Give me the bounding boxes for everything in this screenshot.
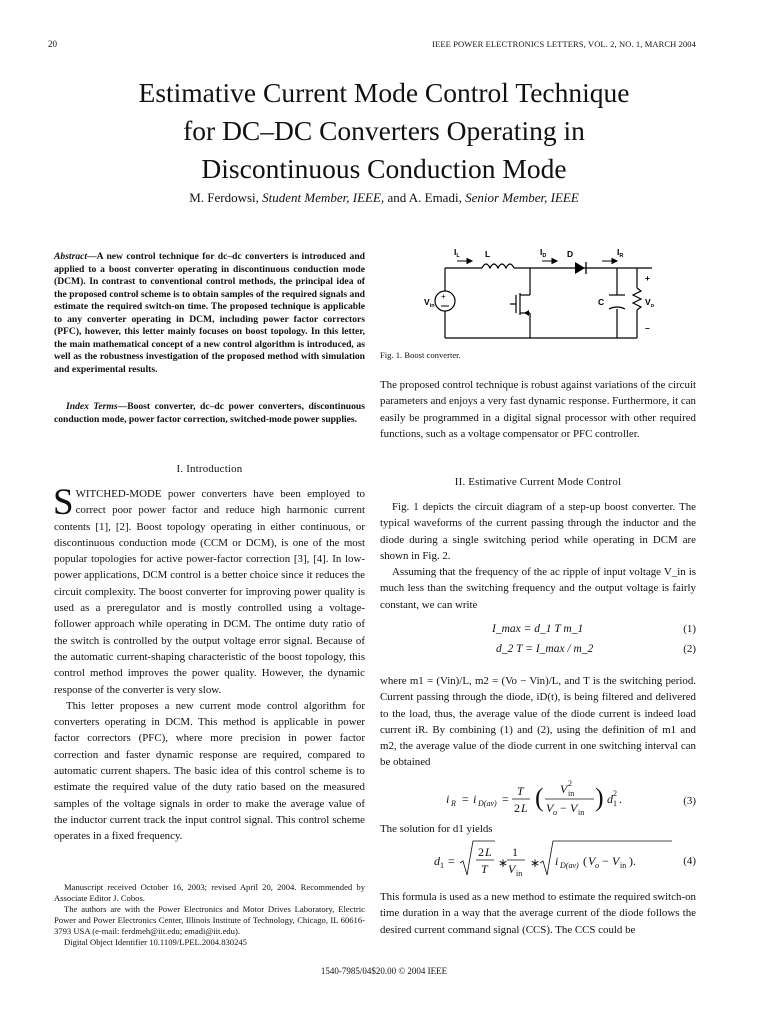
svg-text:(: ( <box>583 854 587 869</box>
svg-text:D(av): D(av) <box>478 798 497 808</box>
svg-text:∗: ∗ <box>530 856 541 871</box>
svg-text:=: = <box>448 854 455 869</box>
abstract-text: —A new control technique for dc–dc converters is introduced and applied to a boost converter operating in discontinuous conduction mode (DCM). In contrast to conventional control methods, the principal idea of the proposed control scheme is to obtain samples of the required signals and estimate the required switch-on time. The proposed technique is applicable to any converter operating in DCM, including power factor correctors (PFC), however, this letter mainly focuses on boost topology. In this letter, the main mathematical concept of a new control algorithm is introduced, as well as the robustness investigation of the proposed method with simulation and experimental results. <box>54 251 365 375</box>
paragraph: Assuming that the frequency of the ac ripple of input voltage V_in is much less than the switching frequency and the output voltage is fairly constant, we can write <box>380 566 696 611</box>
footnote-line: Digital Object Identifier 10.1109/LPEL.2004.830245 <box>64 937 247 948</box>
author-line <box>0 190 768 206</box>
author-name: M. Ferdowsi, <box>189 190 259 205</box>
equation-block <box>380 837 696 885</box>
title-line: for DC–DC Converters Operating in <box>183 115 585 146</box>
diode-icon <box>575 262 585 274</box>
svg-text:(: ( <box>535 782 544 812</box>
equation-number: (4) <box>683 855 696 868</box>
boost-converter-figure <box>412 243 672 353</box>
paragraph: This letter proposes a new current mode control algorithm for converters operating in DCM. This method is applicable in power factor correctors (PFC), where more precision in power factor correction and faster dynamic response are required, compared to automatic current shapers. The basic idea of this control scheme is to estimate the required value of the duty ratio based on the measured samples of the voltage signals in order to make the average value of the inductor current track the input control signal. This control scheme operates in a fixed frequency. <box>54 699 365 843</box>
footnote-line: Manuscript received October 16, 2003; revised April 20, 2004. Recommended by Associate Editor J. Cobos. <box>54 882 365 904</box>
svg-text:in: in <box>578 807 585 817</box>
author-role: Student Member, IEEE, <box>262 190 385 205</box>
paragraph: Fig. 1 depicts the circuit diagram of a step-up boost converter. The typical waveforms of the current passing through the inductor and the diode during a single switching period while operating in DCM are shown in Fig. 2. <box>380 501 696 562</box>
svg-text:1: 1 <box>613 798 617 808</box>
svg-text:.: . <box>619 791 622 806</box>
equation-block <box>380 619 696 663</box>
label-output-minus: – <box>645 323 650 333</box>
svg-text:): ) <box>595 782 604 812</box>
svg-text:L: L <box>485 845 492 860</box>
journal-header: IEEE POWER ELECTRONICS LETTERS, VOL. 2, NO. 1, MARCH 2004 <box>432 39 696 49</box>
paragraph: This formula is used as a new method to estimate the required switch-on time duration in a way that the average current of the diode follows the desired current command signal (CCS). The CCS could be <box>380 891 696 936</box>
svg-text:R: R <box>451 798 456 808</box>
source-plus-sign: + <box>441 292 446 301</box>
label-vo: $V_o$ <box>645 297 655 309</box>
svg-text:L: L <box>521 800 528 815</box>
circuit-diagram <box>412 243 672 348</box>
drop-cap: S <box>53 482 74 523</box>
svg-text:−: − <box>602 854 609 869</box>
label-diode: D <box>567 249 574 259</box>
label-il: $I_L$ <box>454 247 460 259</box>
svg-text:i: i <box>446 791 450 806</box>
title-line: Estimative Current Mode Control Technique <box>138 77 630 108</box>
author-role: Senior Member, IEEE <box>465 190 579 205</box>
svg-text:1: 1 <box>512 845 518 860</box>
svg-text:in: in <box>620 861 627 871</box>
svg-text:∗: ∗ <box>498 856 509 871</box>
equation-number: (3) <box>683 794 696 807</box>
svg-text:2: 2 <box>613 788 617 798</box>
svg-text:).: ). <box>629 854 636 869</box>
solution-paragraph <box>380 821 696 885</box>
label-id: $I_D$ <box>540 247 547 259</box>
svg-text:T: T <box>517 783 524 798</box>
svg-text:in: in <box>516 869 523 879</box>
paper-title <box>0 74 768 188</box>
svg-text:V: V <box>612 854 620 869</box>
svg-text:V: V <box>508 862 516 877</box>
section-heading: I. Introduction <box>176 463 243 475</box>
equation-1: I_max = d_1 T m_1 <box>492 623 584 636</box>
footnote-line: The authors are with the Power Electronics and Motor Drives Laboratory, Electric Power and Power Electronics Center, Illinois Institute of Technology, Chicago, IL 60616-3793 USA (e-mail: ferdmeh@iit.edu; emadi@iit.edu). <box>54 904 365 937</box>
equation-4 <box>432 837 672 883</box>
equation-2: d_2 T = I_max / m_2 <box>496 643 594 656</box>
index-terms-label: Index Terms <box>66 401 118 412</box>
svg-text:d: d <box>434 854 440 869</box>
figure-caption: Fig. 1. Boost converter. <box>380 350 461 360</box>
svg-text:D(av): D(av) <box>560 861 579 871</box>
svg-text:in: in <box>568 788 575 798</box>
label-inductor: L <box>485 249 491 259</box>
svg-text:2: 2 <box>478 845 484 860</box>
svg-text:=: = <box>462 791 469 806</box>
paragraph: The proposed control technique is robust against variations of the circuit parameters and enjoys a very fast dynamic response. Furthermore, it can easily be programmed in a digital signal processor with other required functions, such as a voltage compensator or PFC controller. <box>380 379 696 440</box>
svg-text:V: V <box>588 854 596 869</box>
index-terms-text: —Boost converter, dc–dc power converters, discontinuous conduction mode, power factor correction, switched-mode power supplies. <box>54 401 365 425</box>
equation-block <box>380 771 696 827</box>
abstract-label: Abstract <box>54 251 88 262</box>
equation-number: (1) <box>683 623 696 636</box>
equation-3 <box>442 775 662 825</box>
svg-text:2: 2 <box>568 778 572 788</box>
introduction-body <box>53 482 365 845</box>
copyright-line: 1540-7985/04$20.00 © 2004 IEEE <box>320 966 448 976</box>
author-name: and A. Emadi, <box>387 190 462 205</box>
section2-body <box>380 499 696 663</box>
page-number: 20 <box>48 39 57 49</box>
title-line: Discontinuous Conduction Mode <box>201 153 567 184</box>
equation-number: (2) <box>683 643 696 656</box>
svg-text:o: o <box>595 861 599 871</box>
label-ir: $I_R$ <box>617 247 624 259</box>
svg-text:=: = <box>502 791 509 806</box>
label-capacitor: C <box>598 297 605 307</box>
label-vin: $V_{in}$ <box>424 297 435 309</box>
svg-text:1: 1 <box>440 861 444 871</box>
paragraph: where m1 = (Vin)/L, m2 = (Vo − Vin)/L, and T is the switching period. Current passing through the diode, iD(t), is being filtered and delivered to the load, thus, the average value of the diode current is indeed load current iR. By combining (1) and (2), using the definition of m1 and m2, the average value of the diode current in one switching interval can be obtained <box>380 675 696 769</box>
svg-text:T: T <box>481 862 488 877</box>
abstract <box>54 251 365 376</box>
svg-text:V: V <box>546 800 554 815</box>
svg-text:o: o <box>553 807 557 817</box>
label-output-plus: + <box>645 273 650 283</box>
svg-text:−: − <box>560 800 567 815</box>
footnote <box>54 882 365 949</box>
paragraph: WITCHED-MODE power converters have been employed to correct poor power factor and reduce high harmonic current contents [1], [2]. Boost topology operating in either continuous, or discontinuous conduction mode (CCM or DCM), is one of the most popular topologies for active power-factor correction [3], [4]. In low-power applications, DCM control is a better choice since it reduces the circuit complexity. The boost converter for improving power quality is used as a preregulator and is mostly controlled using a voltage-follower approach while operating in DCM. The ontime duty ratio of the switch is controlled by the output voltage error signal. Because of the automatic current-shaping characteristic of the boost topology, this control method improves the power quality. However, the dynamic response of the converter is very slow. <box>54 488 365 696</box>
section2-body-cont <box>380 673 696 827</box>
svg-text:d: d <box>607 791 613 806</box>
section-heading: II. Estimative Current Mode Control <box>454 476 622 488</box>
index-terms <box>54 401 365 426</box>
paragraph: The solution for d1 yields <box>380 823 493 835</box>
svg-text:i: i <box>473 791 477 806</box>
svg-text:i: i <box>555 854 559 869</box>
svg-text:2: 2 <box>514 800 520 815</box>
svg-text:V: V <box>570 800 578 815</box>
svg-text:V: V <box>560 781 568 796</box>
